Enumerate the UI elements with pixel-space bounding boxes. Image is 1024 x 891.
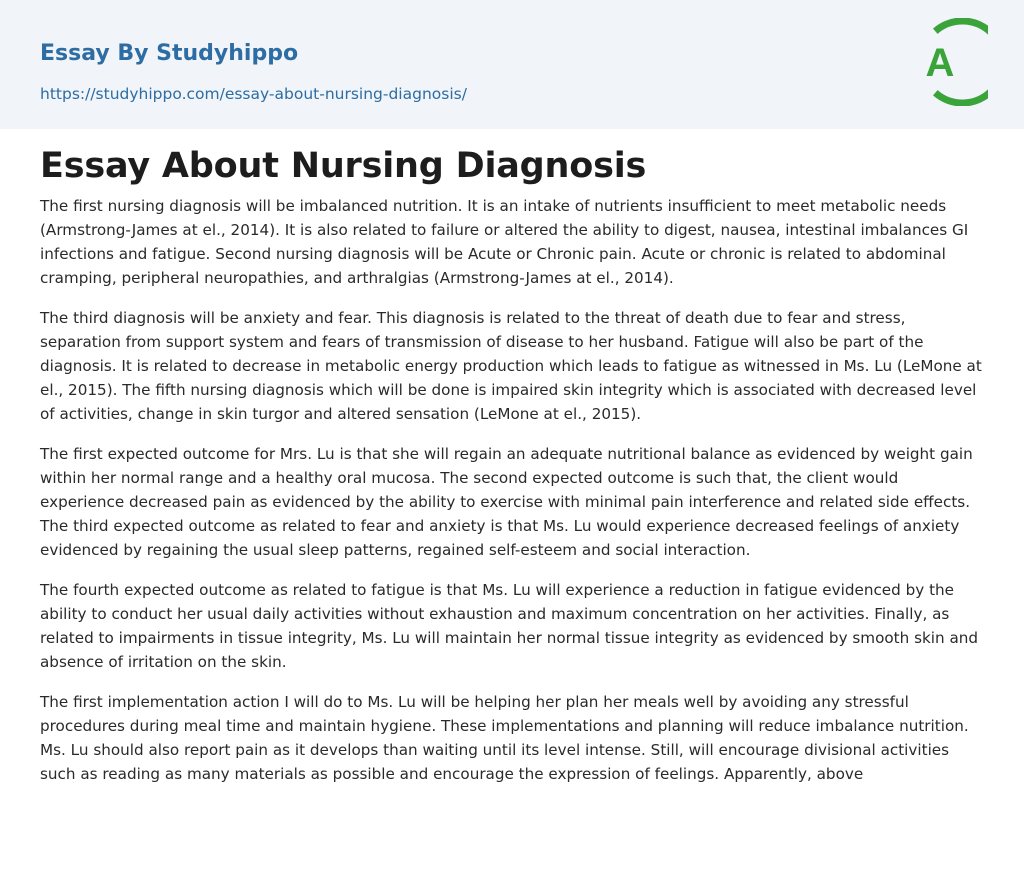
essay-paragraph: The first expected outcome for Mrs. Lu is that she will regain an adequate nutritional balance as evidenced by weight gain within her normal range and a healthy oral mucosa. The second expected outcome is such that, the client would experience decreased pain as evidenced by the ability to exercise with minimal pain interference and related side effects. The third expected outcome as related to fear and anxiety is that Ms. Lu would experience decreased feelings of anxiety evidenced by regaining the usual sleep patterns, regained self-esteem and social interaction.: [40, 445, 973, 559]
essay-body: [40, 194, 985, 802]
essay-paragraph: The fourth expected outcome as related to fatigue is that Ms. Lu will experience a reduction in fatigue evidenced by the ability to conduct her usual daily activities without exhaustion and maximum concentration on her activities. Finally, as related to impairments in tissue integrity, Ms. Lu will maintain her normal tissue integrity as evidenced by smooth skin and absence of irritation on the skin.: [40, 581, 979, 671]
essay-paragraph: The first implementation action I will do to Ms. Lu will be helping her plan her meals well by avoiding any stressful procedures during meal time and maintain hygiene. These implementations and planning will reduce imbalance nutrition. Ms. Lu should also report pain as it develops than waiting until its level intense. Still, will encourage divisional activities such as reading as many materials as possible and encourage the expression of feelings. Apparently, above: [40, 693, 969, 783]
studyhippo-logo-icon[interactable]: [912, 18, 988, 106]
page-title: Essay About Nursing Diagnosis: [40, 146, 647, 186]
site-header: [0, 0, 1024, 129]
brand-title[interactable]: Essay By Studyhippo: [40, 41, 299, 66]
essay-url-link[interactable]: https://studyhippo.com/essay-about-nursing-diagnosis/: [40, 85, 467, 103]
essay-paragraph: The first nursing diagnosis will be imbalanced nutrition. It is an intake of nutrients insufficient to meet metabolic needs (Armstrong-James at el., 2014). It is also related to failure or altered the ability to digest, nausea, intestinal imbalances GI infections and fatigue. Second nursing diagnosis will be Acute or Chronic pain. Acute or chronic is related to abdominal cramping, peripheral neuropathies, and arthralgias (Armstrong-James at el., 2014).: [40, 197, 969, 287]
logo-letter: A: [925, 41, 955, 85]
essay-paragraph: The third diagnosis will be anxiety and fear. This diagnosis is related to the threat of death due to fear and stress, separation from support system and fears of transmission of disease to her husband. Fatigue will also be part of the diagnosis. It is related to decrease in metabolic energy production which leads to fatigue as witnessed in Ms. Lu (LeMone at el., 2015). The fifth nursing diagnosis which will be done is impaired skin integrity which is associated with decreased level of activities, change in skin turgor and altered sensation (LeMone at el., 2015).: [40, 309, 982, 423]
